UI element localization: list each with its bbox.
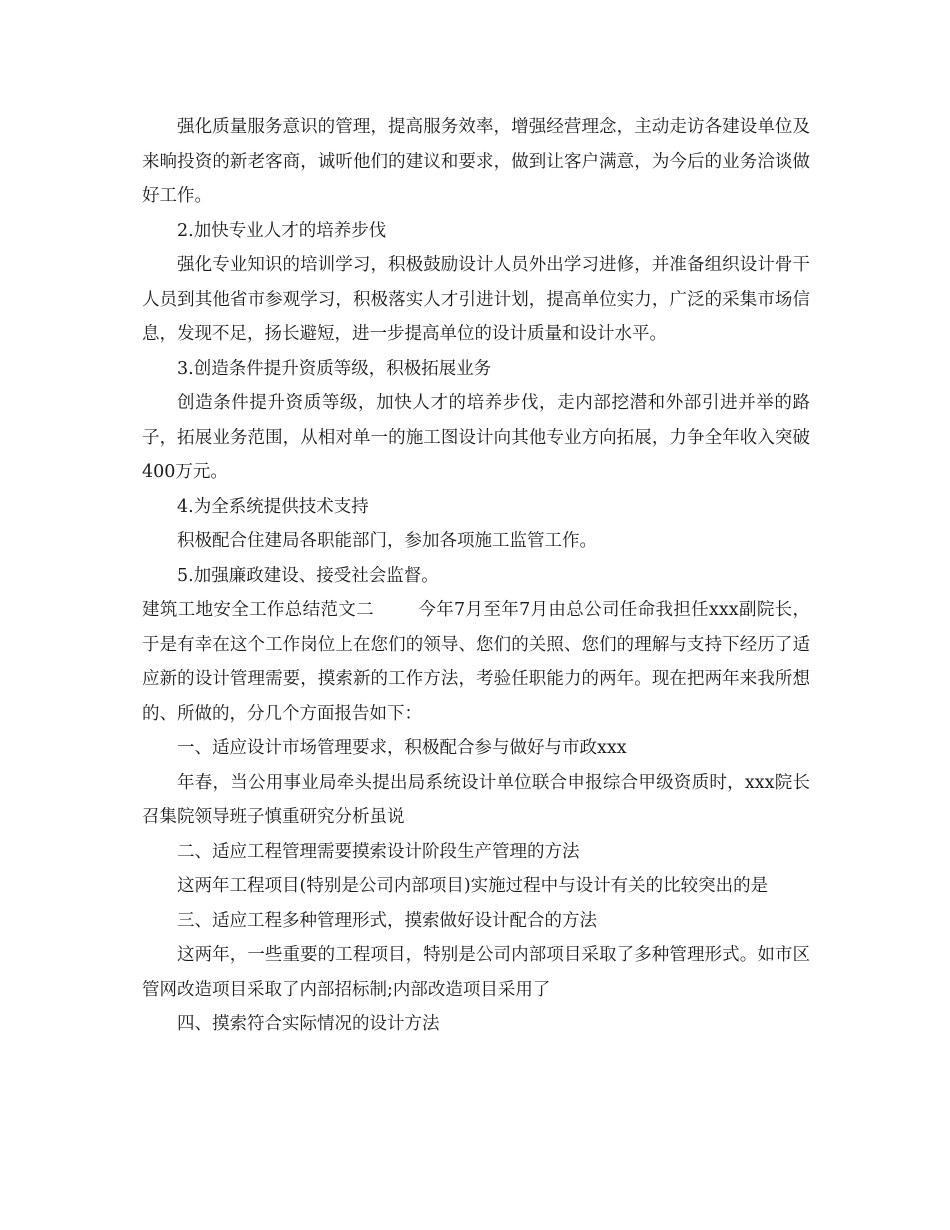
article-title: 建筑工地安全工作总结范文二	[142, 600, 375, 620]
article-intro: 今年7月至年7月由总公司任命我担任xxx副院长，于是有幸在这个工作岗位上在您们的领导、您们的关照、您们的理解与支持下经历了适应新的设计管理需要，摸索新的工作方法，考验任职能力的两年。现在把两年来我所想的、所做的，分几个方面报告如下：	[142, 600, 811, 724]
paragraph-qualification-upgrade: 创造条件提升资质等级，加快人才的培养步伐，走内部挖潜和外部引进并举的路子，拓展业务范围，从相对单一的施工图设计向其他专业方向拓展，力争全年收入突破400万元。	[142, 393, 810, 482]
heading-qualification-upgrade: 3.创造条件提升资质等级，积极拓展业务	[177, 358, 492, 379]
paragraph-section-three: 这两年，一些重要的工程项目，特别是公司内部项目采取了多种管理形式。如市区管网改造项目采取了内部招标制;内部改造项目采用了	[142, 945, 810, 1000]
paragraph-talent-training: 强化专业知识的培训学习，积极鼓励设计人员外出学习进修，并准备组织设计骨干人员到其他省市参观学习，积极落实人才引进计划，提高单位实力，广泛的采集市场信息，发现不足，扬长避短，进一步提高单位的设计质量和设计水平。	[142, 255, 810, 344]
heading-section-two: 二、适应工程管理需要摸索设计阶段生产管理的方法	[177, 841, 580, 862]
heading-section-four: 四、摸索符合实际情况的设计方法	[177, 1014, 440, 1034]
paragraph-quality-service: 强化质量服务意识的管理，提高服务效率，增强经营理念，主动走访各建设单位及来晌投资的新老客商，诚听他们的建议和要求，做到让客户满意，为今后的业务洽谈做好工作。	[142, 117, 810, 206]
paragraph-second-article	[142, 593, 810, 731]
paragraph-section-one: 年春，当公用事业局牵头提出局系统设计单位联合申报综合甲级资质时，xxx院长召集院领导班子慎重研究分析虽说	[142, 772, 810, 827]
heading-integrity: 5.加强廉政建设、接受社会监督。	[177, 565, 439, 586]
heading-technical-support: 4.为全系统提供技术支持	[177, 496, 369, 517]
paragraph-section-two: 这两年工程项目(特别是公司内部项目)实施过程中与设计有关的比较突出的是	[177, 876, 769, 896]
heading-section-three: 三、适应工程多种管理形式，摸索做好设计配合的方法	[177, 910, 597, 931]
paragraph-technical-support: 积极配合住建局各职能部门，参加各项施工监管工作。	[177, 531, 597, 551]
heading-talent-training: 2.加快专业人才的培养步伐	[177, 220, 387, 241]
heading-section-one: 一、适应设计市场管理要求，积极配合参与做好与市政xxx	[177, 738, 627, 758]
